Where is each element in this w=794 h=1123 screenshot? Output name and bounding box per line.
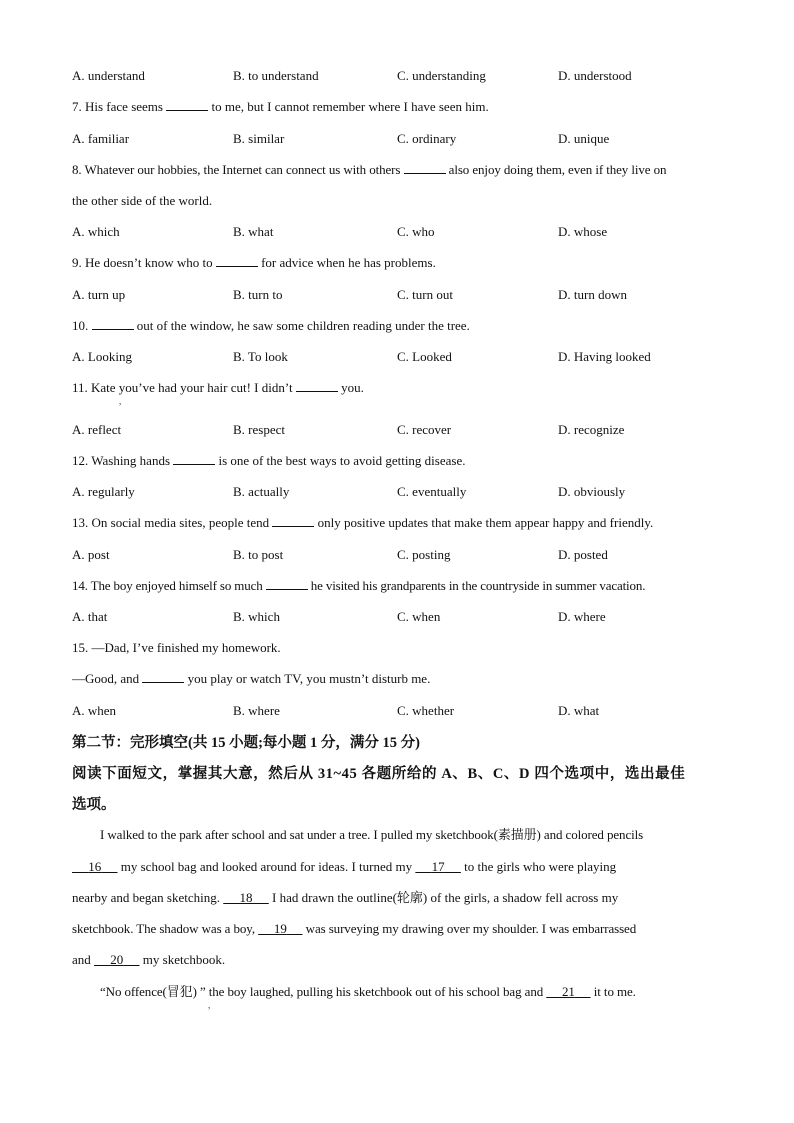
q12-options <box>72 484 722 500</box>
passage-text: and <box>72 952 95 967</box>
q10-option-b[interactable]: B. To look <box>233 349 288 364</box>
q10-options <box>72 349 722 365</box>
q7-options <box>72 131 722 147</box>
q9-option-a[interactable]: A. turn up <box>72 287 126 302</box>
q15-option-c[interactable]: C. whether <box>397 703 455 718</box>
q9-blank <box>216 255 258 267</box>
q11-stem-text-end: you. <box>337 380 364 395</box>
cloze-blank-17 <box>415 859 461 874</box>
passage-p1-line1: I walked to the park after school and sat under a tree. I pulled my sketchbook(素描册) and colored pencils <box>100 827 644 842</box>
q7-stem <box>72 99 722 115</box>
q7-option-b[interactable]: B. similar <box>233 131 285 146</box>
stray-comma-mark: , <box>119 396 122 406</box>
q14-option-c[interactable]: C. when <box>397 609 441 624</box>
q13-stem <box>72 515 722 531</box>
q13-options <box>72 547 722 563</box>
q6-option-b[interactable]: B. to understand <box>233 68 319 83</box>
passage-p1-line3 <box>72 890 722 906</box>
q8-stem-text: 8. Whatever our hobbies, the Internet can connect us with others <box>72 162 404 177</box>
cloze-number-18: 18 <box>239 890 253 905</box>
q11-stem <box>72 380 722 396</box>
passage-p2-line1 <box>100 984 722 1000</box>
q8-blank <box>404 162 446 174</box>
q8-option-a[interactable]: A. which <box>72 224 120 239</box>
cloze-blank-19 <box>258 921 302 936</box>
passage-text: to the girls who were playing <box>460 859 617 874</box>
passage-p1-line2 <box>72 859 722 875</box>
q15-stem-text: —Good, and <box>72 671 143 686</box>
cloze-blank-21 <box>546 984 590 999</box>
q14-blank <box>266 578 308 590</box>
q12-blank <box>173 453 215 465</box>
q12-option-c[interactable]: C. eventually <box>397 484 467 499</box>
q10-stem-text: 10. <box>72 318 92 333</box>
q13-stem-text-end: only positive updates that make them appear happy and friendly. <box>314 515 654 530</box>
q13-option-d[interactable]: D. posted <box>558 547 608 562</box>
q9-stem-text: 9. He doesn’t know who to <box>72 255 216 270</box>
q6-option-d[interactable]: D. understood <box>558 68 632 83</box>
cloze-number-21: 21 <box>562 984 575 999</box>
q11-option-c[interactable]: C. recover <box>397 422 452 437</box>
q12-stem-text: 12. Washing hands <box>72 453 174 468</box>
q14-options <box>72 609 722 625</box>
passage-text: “No offence(冒犯) ” the boy laughed, pulling his sketchbook out of his school bag and <box>100 984 547 999</box>
q13-blank <box>272 515 314 527</box>
passage-p1-line4 <box>72 921 722 937</box>
q15-stem-line1: 15. —Dad, I’ve finished my homework. <box>72 640 281 655</box>
q9-stem-text-end: for advice when he has problems. <box>257 255 436 270</box>
q13-option-a[interactable]: A. post <box>72 547 110 562</box>
q6-option-a[interactable]: A. understand <box>72 68 145 83</box>
q14-option-b[interactable]: B. which <box>233 609 280 624</box>
q11-option-d[interactable]: D. recognize <box>558 422 625 437</box>
q11-stem-text: 11. Kate you’ve had your hair cut! I didn’t <box>72 380 296 395</box>
q8-option-d[interactable]: D. whose <box>558 224 608 239</box>
q11-option-a[interactable]: A. reflect <box>72 422 122 437</box>
passage-text: my sketchbook. <box>139 952 226 967</box>
q13-stem-text: 13. On social media sites, people tend <box>72 515 273 530</box>
section2-instruction: 阅读下面短文，掌握其大意，然后从 31~45 各题所给的 A、B、C、D 四个选项中，选出最佳 <box>72 766 686 782</box>
cloze-blank-18 <box>223 890 269 905</box>
q12-option-a[interactable]: A. regularly <box>72 484 135 499</box>
q14-option-a[interactable]: A. that <box>72 609 108 624</box>
q14-option-d[interactable]: D. where <box>558 609 606 624</box>
q15-stem <box>72 671 722 687</box>
cloze-number-20: 20 <box>110 952 124 967</box>
q11-blank <box>296 380 338 392</box>
section2-heading: 第二节：完形填空(共 15 小题;每小题 1 分，满分 15 分) <box>72 735 420 751</box>
q9-option-c[interactable]: C. turn out <box>397 287 453 302</box>
q6-option-c[interactable]: C. understanding <box>397 68 486 83</box>
q7-option-a[interactable]: A. familiar <box>72 131 130 146</box>
q13-option-b[interactable]: B. to post <box>233 547 284 562</box>
q11-options <box>72 422 722 438</box>
q9-options <box>72 287 722 303</box>
passage-text: I had drawn the outline(轮廓) of the girls, a shadow fell across my <box>268 890 619 905</box>
q9-stem <box>72 255 722 271</box>
passage-p1-line5 <box>72 952 722 968</box>
q7-stem-text: 7. His face seems <box>72 99 167 114</box>
cloze-number-17: 17 <box>431 859 445 874</box>
q8-stem-line2: the other side of the world. <box>72 193 213 208</box>
q15-options <box>72 703 722 719</box>
q10-stem <box>72 318 722 334</box>
q7-option-c[interactable]: C. ordinary <box>397 131 457 146</box>
q9-option-b[interactable]: B. turn to <box>233 287 283 302</box>
passage-text: was surveying my drawing over my shoulder. I was embarrassed <box>302 921 637 936</box>
passage-text: sketchbook. The shadow was a boy, <box>72 921 259 936</box>
q15-blank <box>142 671 184 683</box>
q8-stem <box>72 162 722 178</box>
cloze-number-19: 19 <box>273 921 287 936</box>
q8-stem-text-end: also enjoy doing them, even if they live on <box>445 162 667 177</box>
q12-option-b[interactable]: B. actually <box>233 484 290 499</box>
q9-option-d[interactable]: D. turn down <box>558 287 627 302</box>
stray-comma-mark: , <box>208 1000 211 1010</box>
q15-option-a[interactable]: A. when <box>72 703 117 718</box>
q14-stem <box>72 578 722 594</box>
q14-stem-text: 14. The boy enjoyed himself so much <box>72 578 266 593</box>
q14-stem-text-end: he visited his grandparents in the countryside in summer vacation. <box>307 578 646 593</box>
q10-option-a[interactable]: A. Looking <box>72 349 132 364</box>
q8-options <box>72 224 722 240</box>
q11-option-b[interactable]: B. respect <box>233 422 285 437</box>
q12-option-d[interactable]: D. obviously <box>558 484 626 499</box>
q7-blank <box>166 99 208 111</box>
passage-text: it to me. <box>590 984 636 999</box>
q10-blank <box>92 318 134 330</box>
q7-option-d[interactable]: D. unique <box>558 131 610 146</box>
cloze-blank-16 <box>72 859 118 874</box>
q12-stem <box>72 453 722 469</box>
q8-option-c[interactable]: C. who <box>397 224 435 239</box>
q10-option-d[interactable]: D. Having looked <box>558 349 651 364</box>
q13-option-c[interactable]: C. posting <box>397 547 451 562</box>
q15-stem-text-end: you play or watch TV, you mustn’t disturb me. <box>184 671 431 686</box>
q6-options <box>72 68 722 84</box>
q10-option-c[interactable]: C. Looked <box>397 349 452 364</box>
q15-option-b[interactable]: B. where <box>233 703 280 718</box>
q8-option-b[interactable]: B. what <box>233 224 274 239</box>
q10-stem-text-end: out of the window, he saw some children reading under the tree. <box>133 318 470 333</box>
q7-stem-text-end: to me, but I cannot remember where I have seen him. <box>208 99 489 114</box>
cloze-blank-20 <box>94 952 140 967</box>
passage-text: nearby and began sketching. <box>72 890 224 905</box>
passage-text: my school bag and looked around for ideas. I turned my <box>117 859 416 874</box>
cloze-number-16: 16 <box>88 859 102 874</box>
q15-option-d[interactable]: D. what <box>558 703 600 718</box>
section2-instruction-line2: 选项。 <box>72 797 116 813</box>
q12-stem-text-end: is one of the best ways to avoid getting disease. <box>215 453 466 468</box>
